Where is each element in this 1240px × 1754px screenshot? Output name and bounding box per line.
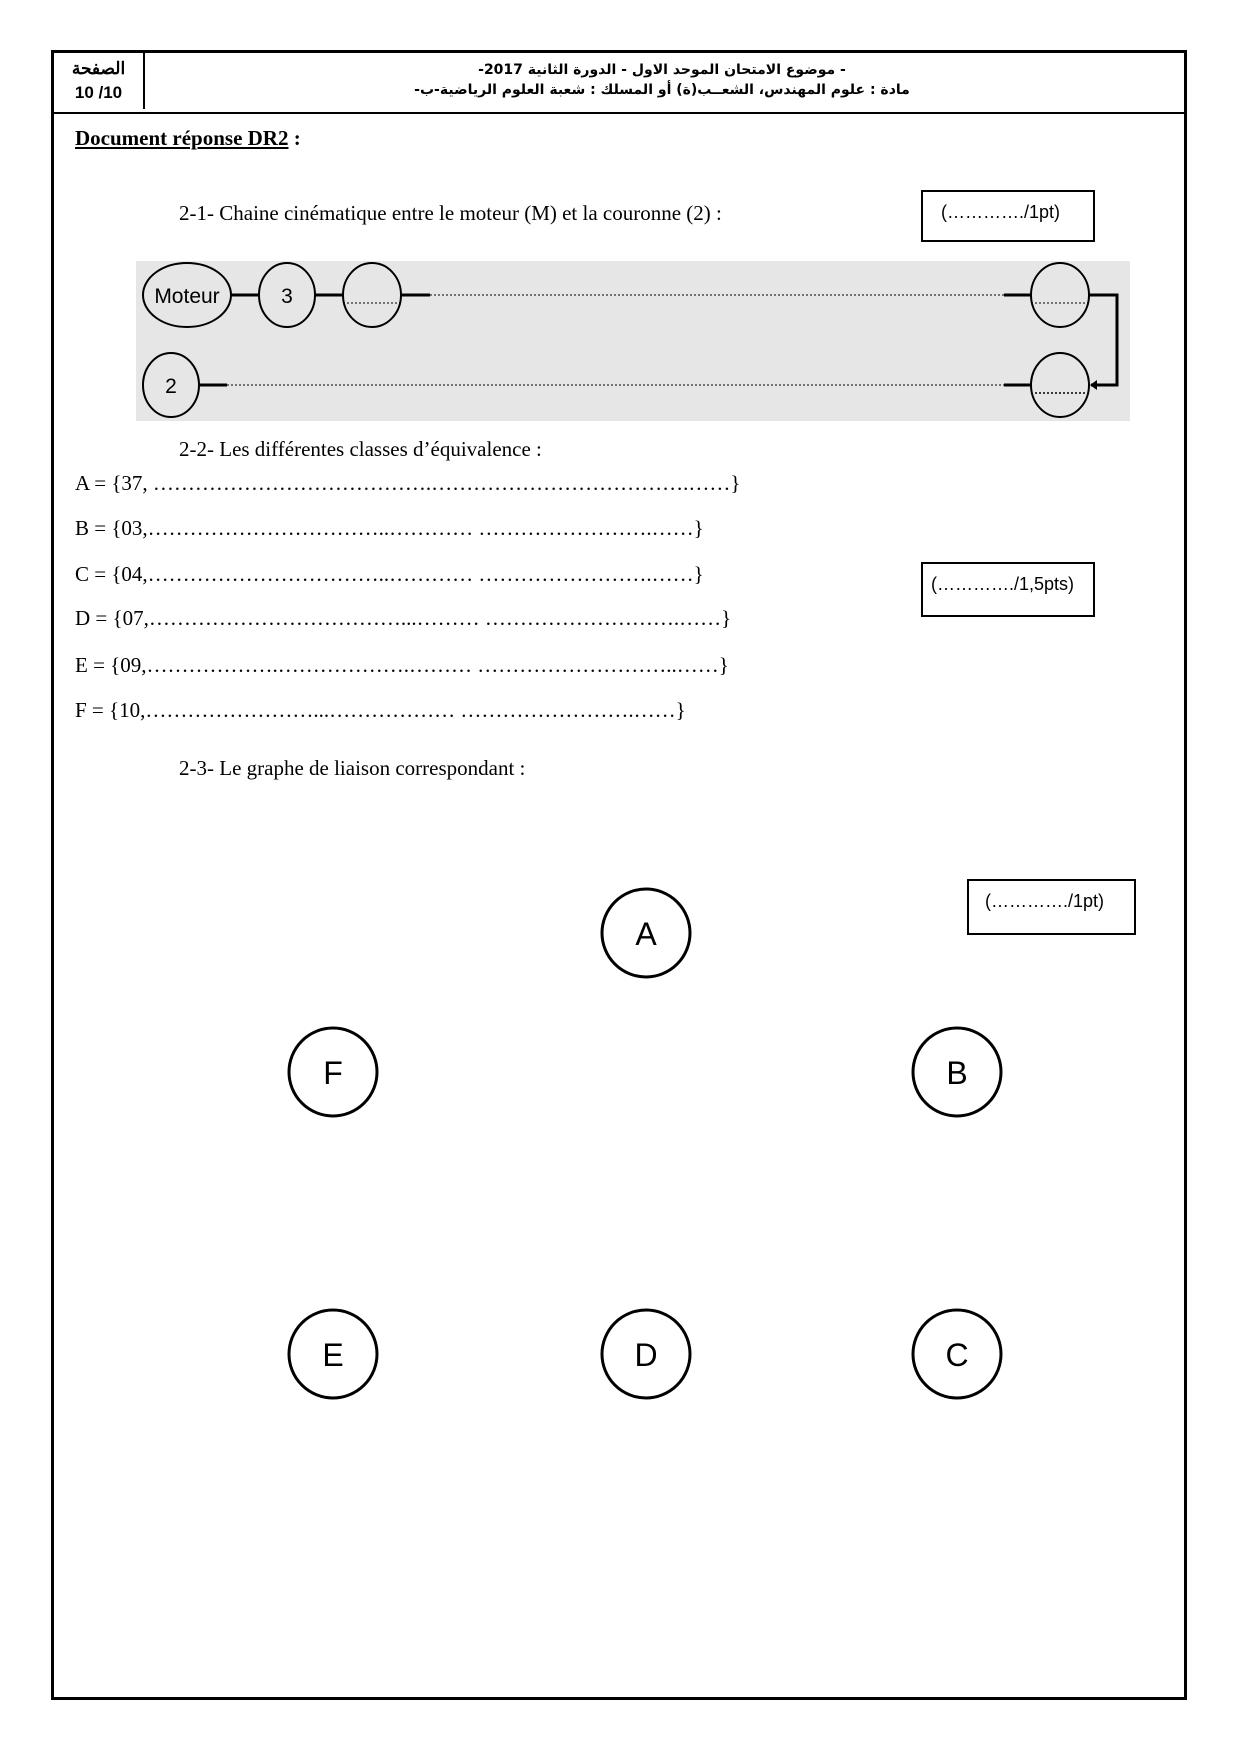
page-label: الصفحة [71, 59, 126, 78]
q21-label: 2-1- Chaine cinématique entre le moteur (M) et la couronne (2) : [179, 201, 722, 225]
node-e-label: E [322, 1337, 344, 1373]
class-line-b[interactable]: B = {03,……………………………..………… …………………….……} [75, 516, 704, 540]
class-line-d[interactable]: D = {07,………………………………...……… ……………………….……} [75, 606, 732, 630]
exam-title-line1: - موضوع الامتحان الموحد الاول - الدورة الثانية 2017- [478, 62, 846, 78]
node-b-label: B [946, 1055, 968, 1091]
class-line-a[interactable]: A = {37, ………………………………….……………………………….……} [75, 471, 741, 495]
q21-score-box: (…………./1pt) [921, 190, 1095, 242]
q22-label: 2-2- Les différentes classes d’équivalence : [179, 437, 542, 461]
document-title-suffix: : [288, 126, 301, 150]
blank-ellipse [1031, 353, 1089, 417]
page-number: 10 /10 [74, 83, 123, 102]
return-arrow-line [1089, 295, 1117, 385]
blank-ellipse [1031, 263, 1089, 327]
class-line-e[interactable]: E = {09,……………….……………….……… ………………………..……} [75, 653, 729, 677]
q23-label: 2-3- Le graphe de liaison correspondant : [179, 756, 526, 780]
crown-2-label: 2 [165, 375, 177, 398]
node-a-label: A [635, 916, 657, 952]
kinematic-chain-diagram [0, 0, 1240, 440]
gear-3-label: 3 [281, 285, 293, 308]
exam-title-line2: مادة : علوم المهندس، الشعــب(ة) أو المسلك : شعبة العلوم الرياضية-ب- [414, 82, 910, 98]
arrow-head-icon [1090, 380, 1097, 390]
document-title-text: Document réponse DR2 [75, 126, 289, 150]
class-line-f[interactable]: F = {10,……………………...……………… …………………….……} [75, 698, 686, 722]
class-line-c[interactable]: C = {04,……………………………..………… …………………….……} [75, 562, 704, 586]
q23-score-box: (…………./1pt) [967, 879, 1136, 935]
node-d-label: D [634, 1337, 658, 1373]
node-f-label: F [323, 1055, 343, 1091]
q22-score-box: (…………./1,5pts) [921, 562, 1095, 617]
blank-ellipse [343, 263, 401, 327]
motor-label: Moteur [154, 285, 220, 308]
liaison-graph [0, 850, 1240, 1450]
node-c-label: C [945, 1337, 969, 1373]
